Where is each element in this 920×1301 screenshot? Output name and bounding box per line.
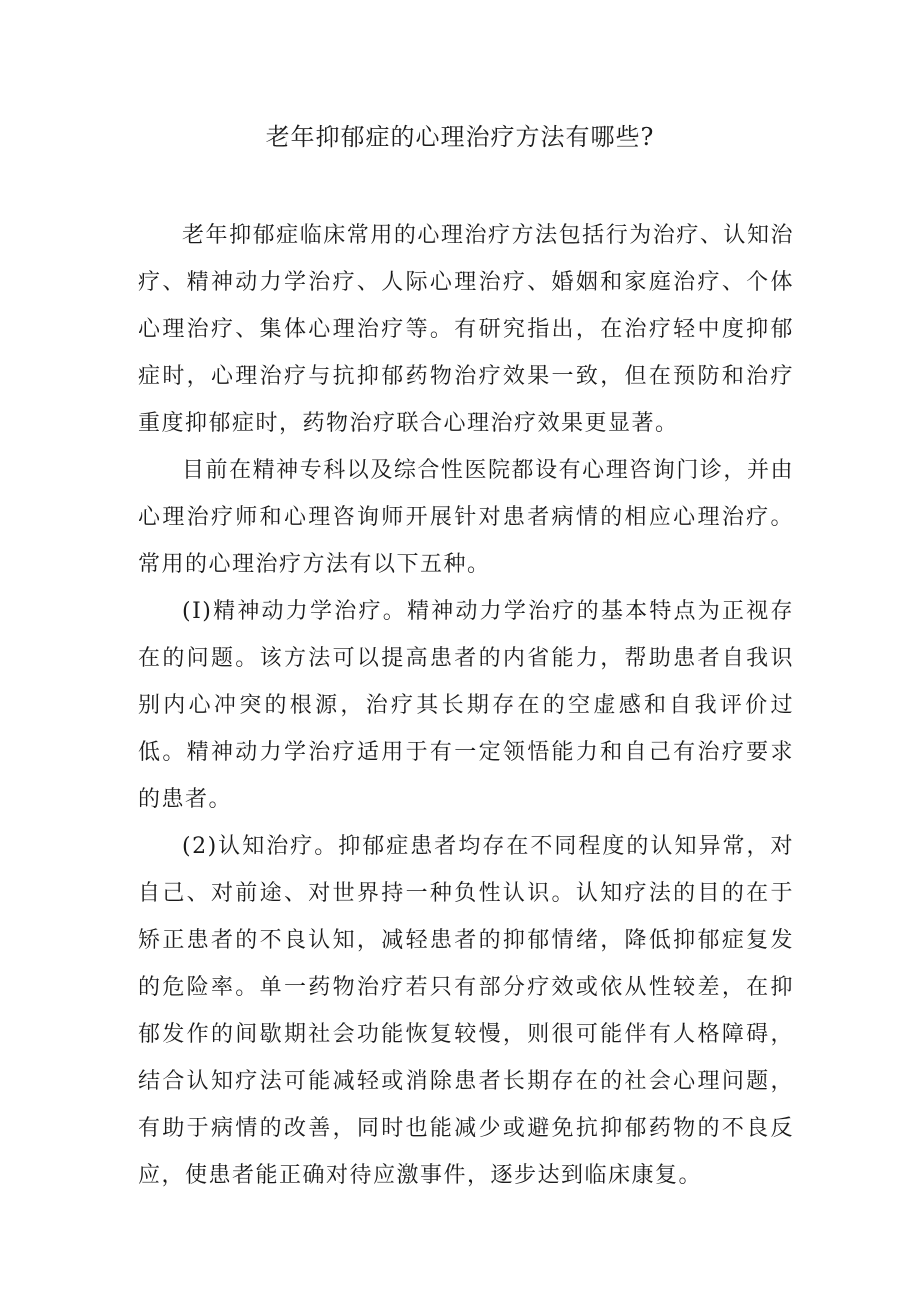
paragraph-clinics: 目前在精神专科以及综合性医院都设有心理咨询门诊，并由心理治疗师和心理咨询师开展针对患者病情的相应心理治疗。常用的心理治疗方法有以下五种。 [138,458,794,577]
paragraph-psychodynamic: (I)精神动力学治疗。精神动力学治疗的基本特点为正视存在的问题。该方法可以提高患者的内省能力，帮助患者自我识别内心冲突的根源，治疗其长期存在的空虚感和自我评价过低。精神动力学治疗适用于有一定领悟能力和自己有治疗要求的患者。 [138,599,794,812]
document-body [138,212,794,1199]
paragraph-overview: 老年抑郁症临床常用的心理治疗方法包括行为治疗、认知治疗、精神动力学治疗、人际心理治疗、婚姻和家庭治疗、个体心理治疗、集体心理治疗等。有研究指出，在治疗轻中度抑郁症时，心理治疗与抗抑郁药物治疗效果一致，但在预防和治疗重度抑郁症时，药物治疗联合心理治疗效果更显著。 [138,223,794,436]
paragraph-cognitive: (2)认知治疗。抑郁症患者均存在不同程度的认知异常，对自己、对前途、对世界持一种负性认识。认知疗法的目的在于矫正患者的不良认知，减轻患者的抑郁情绪，降低抑郁症复发的危险率。单一药物治疗若只有部分疗效或依从性较差，在抑郁发作的间歇期社会功能恢复较慢，则很可能伴有人格障碍，结合认知疗法可能减轻或消除患者长期存在的社会心理问题，有助于病情的改善，同时也能减少或避免抗抑郁药物的不良反应，使患者能正确对待应激事件，逐步达到临床康复。 [138,834,794,1188]
document-title: 老年抑郁症的心理治疗方法有哪些? [265,123,655,151]
